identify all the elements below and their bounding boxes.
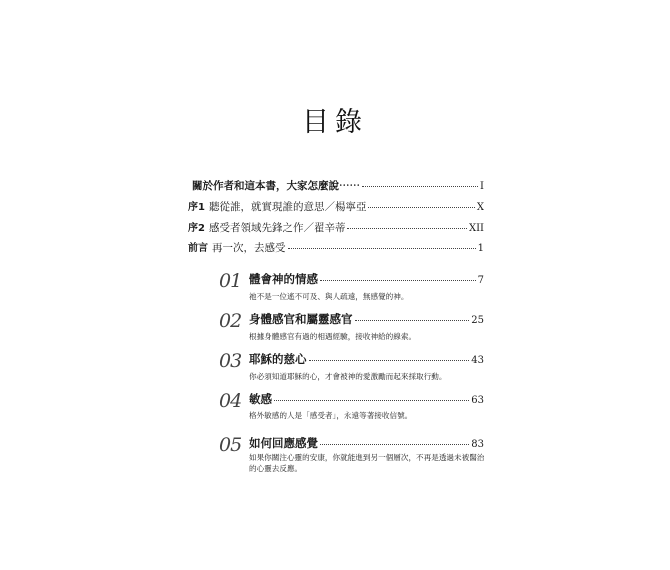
- entry-text: 再一次，去感受: [212, 242, 286, 254]
- entry-page: XII: [468, 223, 484, 234]
- chapter-page: 83: [471, 439, 484, 450]
- chapter-page: 43: [471, 355, 484, 366]
- dot-leader: [320, 444, 469, 445]
- chapter-page: 63: [471, 395, 484, 406]
- chapter-title: 身體感官和屬靈感官: [249, 312, 353, 326]
- chapter-page: 25: [471, 315, 484, 326]
- chapter-description: 根據身體感官有過的相遇經驗，接收神給的線索。: [249, 332, 417, 341]
- toc-entry-endorsements[interactable]: [188, 179, 484, 194]
- chapter-number: 01: [219, 270, 242, 292]
- dot-leader: [288, 248, 476, 249]
- chapter-description: 祂不是一位遙不可及、與人疏遠，無感覺的神。: [249, 292, 409, 301]
- chapter-description: 你必須知道耶穌的心，才會被神的愛激勵而起來採取行動。: [249, 372, 447, 381]
- entry-prefix: 序2: [188, 223, 205, 234]
- chapter-entry[interactable]: [249, 436, 484, 452]
- dot-leader: [309, 360, 470, 361]
- dot-leader: [362, 186, 478, 187]
- chapter-title: 耶穌的慈心: [249, 352, 307, 366]
- chapter-entry[interactable]: [249, 392, 484, 408]
- chapter-entry[interactable]: [249, 312, 484, 328]
- page-title: 目錄: [302, 107, 368, 138]
- entry-prefix: 序1: [188, 202, 205, 213]
- chapter-number: 04: [219, 390, 242, 412]
- entry-page: I: [480, 181, 484, 192]
- entry-page: 1: [477, 243, 484, 254]
- dot-leader: [274, 400, 469, 401]
- toc-entry-preface-1[interactable]: [188, 200, 484, 215]
- chapter-title: 如何回應感覺: [249, 436, 318, 450]
- chapter-description: 格外敏感的人是「感受者」，永遠等著接收信號。: [249, 411, 413, 420]
- entry-text: 感受者領域先鋒之作／翟辛蒂: [208, 222, 346, 234]
- chapter-entry[interactable]: [249, 272, 484, 288]
- entry-page: X: [476, 202, 484, 213]
- chapter-description: 如果你關注心靈的安康，你就能進到另一個層次，不再是透過未被醫治的心靈去反應。: [249, 453, 485, 473]
- entry-prefix: 前言: [188, 243, 208, 254]
- dot-leader: [347, 228, 467, 229]
- entry-text: 關於作者和這本書，大家怎麼說⋯⋯: [192, 180, 360, 192]
- dot-leader: [355, 320, 470, 321]
- chapter-entry[interactable]: [249, 352, 484, 368]
- chapter-number: 03: [219, 350, 242, 372]
- dot-leader: [368, 207, 474, 208]
- toc-entry-preface-2[interactable]: [188, 221, 484, 236]
- chapter-title: 體會神的情感: [249, 272, 318, 286]
- entry-text: 聽從誰，就實現誰的意思／楊寧亞: [208, 201, 367, 213]
- chapter-number: 02: [219, 310, 242, 332]
- toc-entry-foreword[interactable]: [188, 241, 484, 256]
- chapter-title: 敏感: [249, 392, 272, 406]
- dot-leader: [320, 280, 476, 281]
- chapter-page: 7: [477, 275, 484, 286]
- chapter-number: 05: [219, 434, 242, 456]
